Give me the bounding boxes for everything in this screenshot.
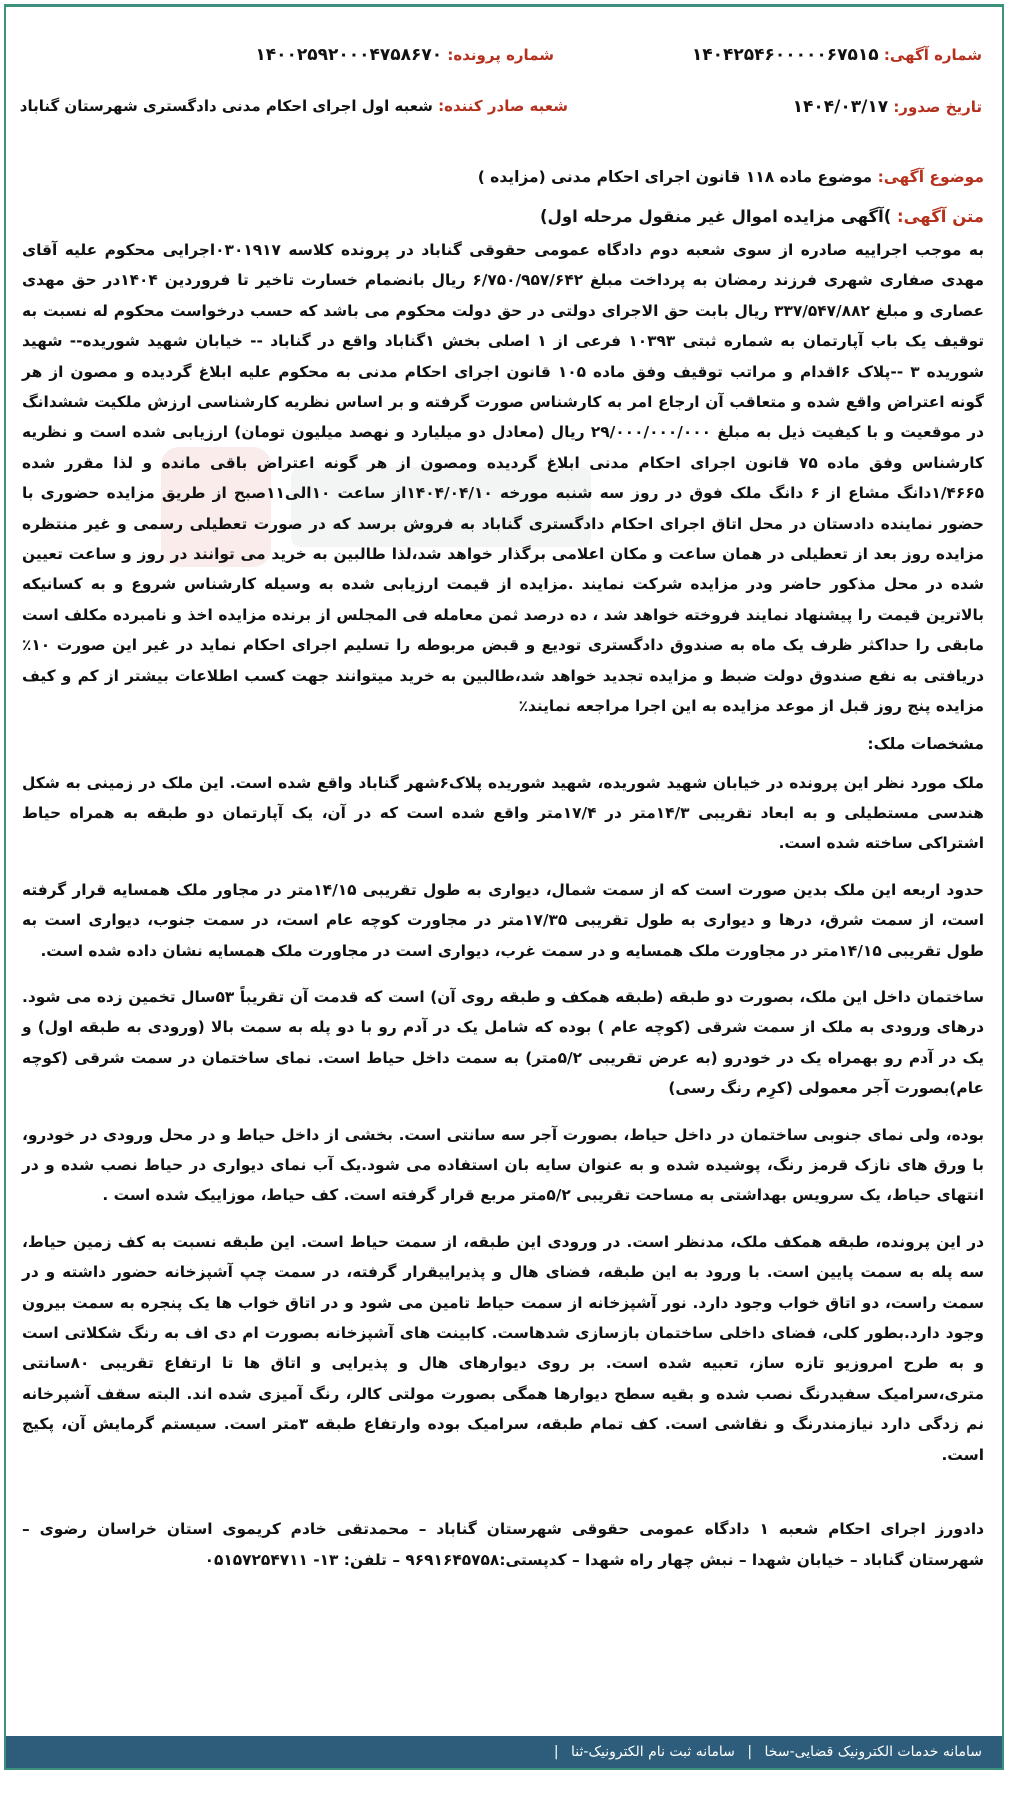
notice-text-heading [22, 203, 984, 231]
footer-bar [6, 1736, 1002, 1768]
header [6, 7, 1002, 157]
case-number [255, 45, 554, 65]
footer-separator-trailing: | [553, 1744, 559, 1760]
ad-number-label: شماره آگهی: [883, 46, 982, 64]
footer-link-sakha[interactable]: سامانه خدمات الکترونیک قضایی-سخا [764, 1744, 982, 1760]
issuing-branch-label: شعبه صادر کننده: [438, 97, 568, 115]
notice-frame [4, 4, 1004, 1770]
subject-label: موضوع آگهی: [877, 168, 984, 186]
ad-number-value: ۱۴۰۴۲۵۴۶۰۰۰۰۰۶۷۵۱۵ [691, 45, 879, 65]
notice-paragraph-main: به موجب اجراییه صادره از سوی شعبه دوم دادگاه عمومی حقوقی گناباد در پرونده کلاسه ۰۳۰۱۹۱۷اجرایی محکوم علیه آقای مهدی صفاری شهری فرزند رمضان به پرداخت مبلغ ۶/۷۵۰/۹۵۷/۶۴۲ ریال بانضمام خسارت تاخیر تا فروردین ۱۴۰۴در حق مهدی عصاری و مبلغ ۳۳۷/۵۴۷/۸۸۲ ریال بابت حق الاجرای دولتی در حق دولت محکوم می باشد که حسب درخواست محکوم له نسبت به توقیف یک باب آپارتمان به شماره ثبتی ۱۰۳۹۳ فرعی از ۱ اصلی بخش ۱گناباد واقع در گناباد -- خیابان شهید شوریده-- شهید شوریده ۳ --پلاک ۶اقدام و مراتب توقیف وفق ماده ۱۰۵ قانون اجرای احکام مدنی به محکوم علیه ابلاغ گردیده و مصون از هر گونه اعتراض واقع شده و متعاقب آن ارجاع امر به کارشناس صورت گرفته و بر اساس نظریه کارشناسی ارزش ملکیت ششدانگ در موقعیت و با کیفیت ذیل به مبلغ ۲۹/۰۰۰/۰۰۰/۰۰۰ ریال (معادل دو میلیارد و نهصد میلیون تومان) ارزیابی شده است و نظریه کارشناس وفق ماده ۷۵ قانون اجرای احکام مدنی ابلاغ گردیده ومصون از هر گونه اعتراض باقی مانده و لذا مقرر شده ۱/۴۶۶۵دانگ مشاع از ۶ دانگ ملک فوق در روز سه شنبه مورخه ۱۴۰۴/۰۴/۱۰از ساعت ۱۰الی۱۱صبح از طریق مزایده حضوری با حضور نماینده دادستان در محل اتاق اجرای احکام دادگستری گناباد به فروش برسد که در صورت تعطیلی رسمی و غیر منتظره مزایده روز بعد از تعطیلی در همان ساعت و مکان اعلامی برگذار خواهد شد،لذا طالبین به خرید می توانند در روز و ساعت تعیین شده در محل مذکور حاضر ودر مزایده شرکت نمایند .مزایده از قیمت ارزیابی شده به وسیله کارشناس شروع و به کسانیکه بالاترین قیمت را پیشنهاد نمایند فروخته خواهد شد ، ده درصد ثمن معامله فی المجلس از برنده مزایده اخذ و نامبرده مکلف است مابقی را حداکثر ظرف یک ماه به صندوق دادگستری تودیع و قبض مربوطه را تسلیم اجرای احکام نماید در غیر این صورت ۱۰٪ دریافتی به نفع صندوق دولت ضبط و مزایده تجدید خواهد شد،طالبین به خرید میتوانند جهت کسب اطلاعات بیشتر از کم و کیف مزایده پنج روز قبل از موعد مزایده به این اجرا مراجعه نمایند٪ [22, 241, 985, 716]
notice-text-label: متن آگهی: [897, 207, 984, 226]
subject [22, 163, 984, 191]
signature-block: دادورز اجرای احکام شعبه ۱ دادگاه عمومی حقوقی شهرستان گناباد – محمدتقی خادم کریموی استان خراسان رضوی – شهرستان گناباد – خیابان شهدا – نبش چهار راه شهدا – کدپستی:۹۶۹۱۶۴۵۷۵۸ – تلفن: ۱۳- ۰۵۱۵۷۲۵۴۷۱۱ [22, 1520, 984, 1570]
notice-text-title: )آگهی مزایده اموال غیر منقول مرحله اول) [539, 207, 892, 226]
ad-number [692, 45, 982, 65]
issuing-branch-value: شعبه اول اجرای احکام مدنی دادگستری شهرستان گناباد [19, 97, 433, 115]
issuing-branch [20, 97, 568, 115]
issue-date-value: ۱۴۰۴/۰۳/۱۷ [792, 97, 889, 117]
property-location-paragraph: ملک مورد نظر این پرونده در خیابان شهید شوریده، شهید شوریده پلاک۶شهر گناباد واقع شده است. این ملک در زمینی به شکل هندسی مستطیلی و به ابعاد تقریبی ۱۴/۳متر در ۱۷/۴متر واقع شده است که در آن، یک آپارتمان دو طبقه به همراه حیاط اشتراکی ساخته شده است. [22, 773, 984, 853]
issue-date [793, 97, 982, 117]
footer-link-sana[interactable]: سامانه ثبت نام الکترونیک-ثنا [571, 1744, 735, 1760]
property-specs-title: مشخصات ملک: [867, 734, 984, 753]
subject-value: موضوع ماده ۱۱۸ قانون اجرای احکام مدنی (مزایده ) [477, 168, 873, 186]
case-number-value: ۱۴۰۰۲۵۹۲۰۰۰۴۷۵۸۶۷۰ [255, 45, 443, 65]
ground-floor-paragraph: در این پرونده، طبقه همکف ملک، مدنظر است. در ورودی این طبقه، از سمت حیاط است. این طبقه نسبت به کف زمین حیاط، سه پله به سمت پایین است. با ورود به این طبقه، فضای هال و پذیراییقرار گرفته، در سمت چپ آشپزخانه حضور داشته و در سمت راست، دو اتاق خواب وجود دارد. نور آشپزخانه از سمت حیاط تامین می شود و در اتاق خواب ها یک پنجره به سمت بیرون وجود دارد.بطور کلی، فضای داخلی ساختمان بازسازی شدهاست. کابینت های آشپزخانه بصورت ام دی اف به رنگ شکلاتی است و به طرح امروزیو تازه ساز، تعبیه شده است. بر روی دیوارهای هال و پذیرایی و اتاق ها تا ارتفاع تقریبی ۸۰سانتی متری،سرامیک سفیدرنگ نصب شده و بقیه سطح دیوارها همگی بصورت مولتی کالر، رنگ آمیزی شده اند. البته سقف آشپرخانه نم زدگی دارد نیازمندرنگ و نقاشی است. کف تمام طبقه، سرامیک بوده وارتفاع طبقه ۳متر است. سیستم گرمایش آن، پکیج است. [22, 1232, 985, 1464]
yard-description-paragraph: بوده، ولی نمای جنوبی ساختمان در داخل حیاط، بصورت آجر سه سانتی است. بخشی از داخل حیاط و در محل ورودی در خودرو، با ورق های نازک قرمز رنگ، پوشیده شده و به عنوان سایه بان استفاده می شود.یک آب نمای دیواری در حیاط نصب شده و در انتهای حیاط، یک سرویس بهداشتی به مساحت تقریبی ۵/۲متر مربع قرار گرفته است. کف حیاط، موزاییک شده است . [22, 1125, 984, 1205]
case-number-label: شماره پرونده: [447, 46, 554, 64]
footer-separator: | [747, 1744, 753, 1760]
property-boundaries-paragraph: حدود اربعه این ملک بدین صورت است که از سمت شمال، دیواری به طول تقریبی ۱۴/۱۵متر در مجاور ملک همسایه قرار گرفته است، از سمت شرق، درها و دیواری به طول تقریبی ۱۷/۳۵متر در مجاورت کوچه عام است، در سمت جنوب، دیواری است به طول تقریبی ۱۴/۱۵متر در مجاورت ملک همسایه و در سمت غرب، دیواری است در مجاورت ملک همسایه نشان داده شده است. [22, 880, 984, 960]
issue-date-label: تاریخ صدور: [893, 98, 982, 116]
building-description-paragraph: ساختمان داخل این ملک، بصورت دو طبقه (طبقه همکف و طبقه روی آن) است که قدمت آن تقریباً ۵۳سال تخمین زده می شود. درهای ورودی به ملک از سمت شرقی (کوچه عام ) بوده که شامل یک در آدم رو با دو پله به سمت بالا (ورودی به طبقه اول) و یک در آدم رو بهمراه یک در خودرو (به عرض تقریبی ۵/۲متر) به سمت داخل حیاط است. نمای ساختمان در سمت شرقی (کوچه عام)بصورت آجر معمولی (کرِم رنگ رسی) [22, 987, 984, 1098]
notice-content [6, 163, 1002, 1576]
